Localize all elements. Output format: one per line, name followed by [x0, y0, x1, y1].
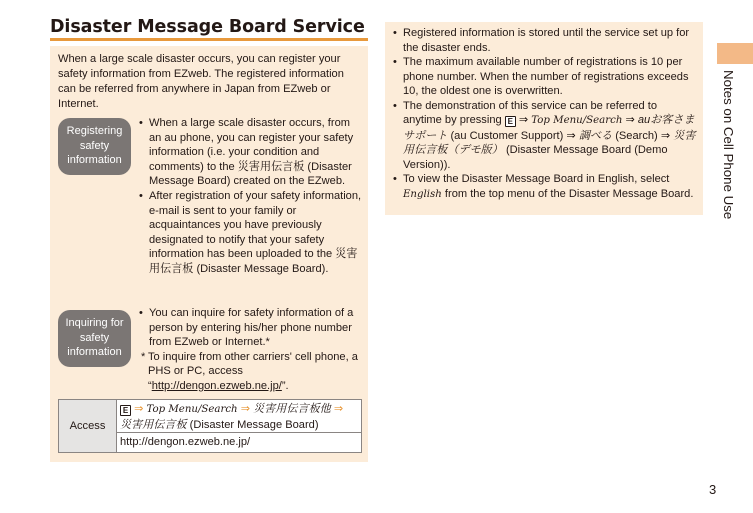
inquiring-label: Inquiring for safety information [58, 310, 131, 367]
list-item: • Registered information is stored until the service set up for the disaster ends. [392, 26, 697, 55]
notes-list [392, 26, 697, 202]
notes-panel [385, 22, 703, 215]
note-text: To view the Disaster Message Board in English, select [403, 173, 670, 185]
arrow-icon: ⇒ [518, 114, 529, 126]
arrow-icon: ⇒ [566, 129, 576, 142]
section-tab [717, 43, 753, 64]
access-ezweb-path [117, 400, 361, 433]
list-item [392, 99, 697, 173]
menu-name: English [403, 188, 442, 200]
menu-en: (Disaster Message Board (Demo Version)). [403, 144, 668, 171]
menu-jp: 災害用伝言板 [120, 418, 187, 431]
footnote-text: To inquire from other carriers' cell phone, a PHS or PC, access “ [148, 350, 358, 392]
registering-bullets [138, 116, 364, 277]
menu-jp: 災害用伝言板（デモ版） [403, 129, 696, 156]
access-url[interactable]: http://dengon.ezweb.ne.jp/ [120, 436, 251, 448]
menu-jp: 災害用伝言板他 [253, 403, 331, 415]
menu-en: (au Customer Support) [450, 129, 564, 142]
page-title: Disaster Message Board Service [50, 17, 365, 37]
ezweb-key-icon: E [120, 405, 131, 416]
menu-jp: 調べる [578, 129, 613, 142]
footnote-end: ”. [281, 379, 289, 392]
service-description-panel [50, 46, 368, 462]
arrow-icon: ⇒ [660, 129, 671, 142]
list-item [392, 172, 697, 202]
menu-name: Top Menu/Search [146, 404, 238, 415]
access-header: Access [59, 400, 117, 452]
menu-en: (Disaster Message Board) [189, 418, 319, 431]
dengon-link[interactable]: http://dengon.ezweb.ne.jp/ [151, 379, 282, 392]
note-text: The demonstration of this service can be referred to anytime by pressing [403, 99, 658, 126]
page-number: 3 [709, 482, 717, 497]
title-underline [50, 38, 368, 41]
list-item: • After registration of your safety information, e-mail is sent to your family or acquaintances you have previously designated to notify that your safety information has been uploaded to the 災害用伝言板 (Disaster Message Board). [138, 189, 364, 277]
footnote: * To inquire from other carriers' cell phone, a PHS or PC, access “http://dengon.ezweb.ne.jp/”. [141, 350, 358, 392]
registering-label: Registering safety information [58, 118, 131, 175]
note-text: from the top menu of the Disaster Message Board. [444, 187, 694, 200]
menu-jp: auお客さまサポート [403, 114, 695, 142]
access-table [58, 399, 362, 453]
arrow-icon: ⇒ [625, 114, 635, 126]
menu-en: (Search) [615, 129, 658, 142]
list-item: • The maximum available number of registrations is 10 per phone number. When the number of registrations exceeds 10, the oldest one is overwritten. [392, 55, 697, 99]
menu-name: Top Menu/Search [531, 115, 623, 126]
arrow-icon: ⇒ [240, 403, 251, 415]
inquiring-bullets [138, 306, 364, 394]
ezweb-key-icon: E [505, 116, 516, 127]
list-item: • When a large scale disaster occurs, from an au phone, you can register your safety information (i.e. your condition and comments) to the 災害用伝言板 (Disaster Message Board) created on the EZweb. [138, 116, 364, 189]
arrow-icon: ⇒ [333, 403, 344, 415]
intro-text: When a large scale disaster occurs, you can register your safety information from EZweb. The registered information can be referred from anywhere in Japan from EZweb or Internet. [58, 53, 344, 110]
list-item: • You can inquire for safety information of a person by entering his/her phone number from EZweb or Internet.* [138, 306, 364, 350]
arrow-icon: ⇒ [134, 403, 144, 415]
section-label: Notes on Cell Phone Use [721, 70, 736, 220]
